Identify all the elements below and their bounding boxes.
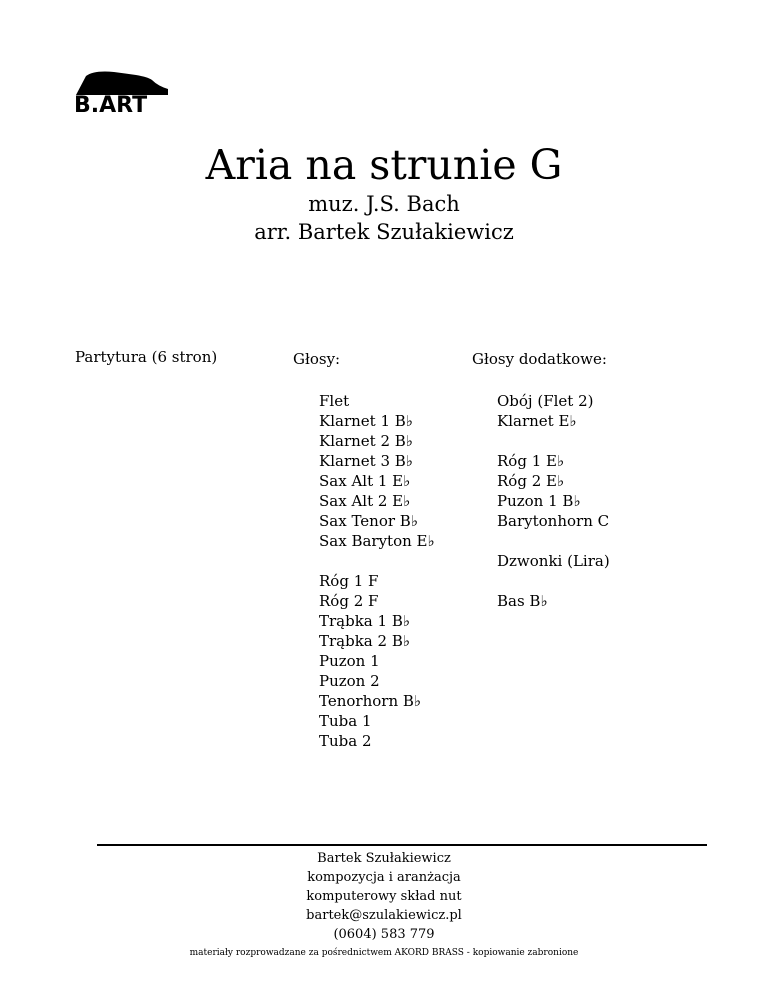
list-item: Dzwonki (Lira) [497, 552, 610, 570]
score-label: Partytura (6 stron) [75, 348, 218, 366]
arranger-line: arr. Bartek Szułakiewicz [254, 220, 514, 244]
list-spacer [497, 531, 610, 551]
footer-line: Bartek Szułakiewicz [317, 851, 451, 866]
logo-text: B.ART [74, 93, 148, 118]
footer-copyright-note: materiały rozprowadzane za pośrednictwem AKORD BRASS - kopiowanie zabronione [189, 948, 579, 958]
footer-contact [0, 849, 768, 944]
logo [74, 70, 174, 122]
list-spacer [319, 551, 435, 571]
list-spacer [497, 431, 610, 451]
list-item: Tenorhorn B♭ [319, 692, 421, 710]
footer-line: kompozycja i aranżacja [307, 870, 461, 885]
list-item: Sax Alt 2 E♭ [319, 492, 411, 510]
footer-line: (0604) 583 779 [333, 927, 435, 942]
list-item: Róg 1 F [319, 572, 379, 590]
list-item: Róg 2 F [319, 592, 379, 610]
list-item: Flet [319, 392, 350, 410]
list-item: Puzon 1 [319, 652, 380, 670]
voices-heading: Głosy: [293, 350, 341, 368]
extra-voices-list [497, 391, 610, 611]
list-item: Sax Baryton E♭ [319, 532, 435, 550]
list-item: Trąbka 2 B♭ [319, 632, 410, 650]
list-item: Sax Alt 1 E♭ [319, 472, 411, 490]
list-item: Sax Tenor B♭ [319, 512, 418, 530]
list-item: Puzon 1 B♭ [497, 492, 581, 510]
list-item: Róg 1 E♭ [497, 452, 565, 470]
list-item: Bas B♭ [497, 592, 548, 610]
list-item: Tuba 1 [319, 712, 372, 730]
list-item: Trąbka 1 B♭ [319, 612, 410, 630]
footer-line: komputerowy skład nut [306, 889, 462, 904]
list-item: Obój (Flet 2) [497, 392, 594, 410]
list-item: Klarnet 2 B♭ [319, 432, 413, 450]
footer-line: bartek@szulakiewicz.pl [306, 908, 462, 923]
composer-line: muz. J.S. Bach [308, 192, 460, 216]
list-item: Klarnet 3 B♭ [319, 452, 413, 470]
page-title: Aria na strunie G [205, 141, 563, 189]
list-item: Klarnet 1 B♭ [319, 412, 413, 430]
list-item: Tuba 2 [319, 732, 372, 750]
footer-divider [97, 844, 707, 846]
extra-voices-heading: Głosy dodatkowe: [472, 350, 607, 368]
list-spacer [497, 571, 610, 591]
list-item: Róg 2 E♭ [497, 472, 565, 490]
voices-list [319, 391, 435, 751]
list-item: Puzon 2 [319, 672, 380, 690]
list-item: Klarnet E♭ [497, 412, 577, 430]
list-item: Barytonhorn C [497, 512, 610, 530]
